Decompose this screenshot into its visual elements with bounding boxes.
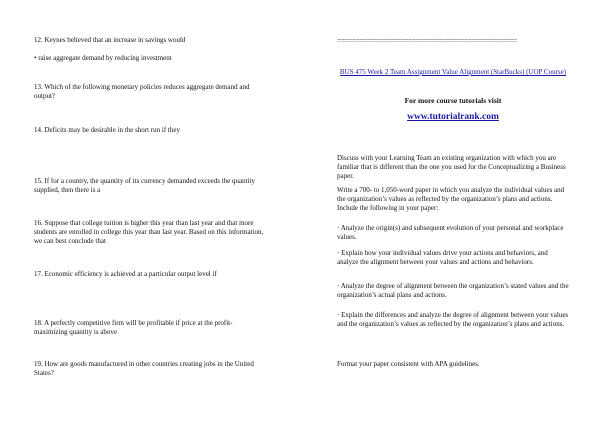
bullet-organization-alignment: · Analyze the degree of alignment between the organization’s stated values and the organization’s actual plans and actions. [337,282,569,299]
course-title-block [337,68,569,77]
question-12: 12. Keynes believed that an increase in savings would [34,36,186,44]
question-14: 14. Deficits may be desirable in the short run if they [34,126,180,134]
question-12-answer: • raise aggregate demand by reducing investment [34,54,172,62]
question-13: 13. Which of the following monetary policies reduces aggregate demand and output? [34,83,250,100]
visit-text: For more course tutorials visit [404,96,502,105]
question-15: 15. If for a country, the quantity of its currency demanded exceeds the quantity supplied, then there is a [34,177,255,194]
tutorialrank-link[interactable]: www.tutorialrank.com [407,112,499,122]
intro-paragraph: Discuss with your Learning Team an existing organization with which you are familiar that is different than the one you used for the Conceptualizing a Business paper. [337,154,566,180]
question-17: 17. Economic efficiency is achieved at a particular output level if [34,270,217,278]
format-paragraph: Format your paper consistent with APA guidelines. [337,360,480,368]
site-link-block [337,112,569,123]
bullet-differences: · Explain the differences and analyze the degree of alignment between your values and the organization’s values as reflected by the organization’s plans and actions. [337,311,569,328]
bullet-origin-values: · Analyze the origin(s) and subsequent evolution of your personal and workplace values. [337,224,564,241]
question-16: 16. Suppose that college tuition is higher this year than last year and that more students are enrolled in college this year than last year. Based on this information, we can best conclude that [34,219,264,245]
course-title-link[interactable]: BUS 475 Week 2 Team Assignment Value Alignment (StarBucks) (UOP Course) [339,68,567,76]
question-18: 18. A perfectly competitive firm will be profitable if price at the profit-maximizing quantity is above [34,319,233,336]
question-19: 19. How are goods manufactured in other countries creating jobs in the United States? [34,360,254,377]
separator-line: ================================================ [337,37,517,45]
bullet-individual-values: · Explain how your individual values drive your actions and behaviors, and analyze the alignment between your values and actions and behaviors. [337,249,548,266]
assignment-paragraph: Write a 700- to 1,050-word paper in which you analyze the individual values and the organization’s values as reflected by the organization’s plans and actions. Include the following in your paper: [337,186,565,212]
